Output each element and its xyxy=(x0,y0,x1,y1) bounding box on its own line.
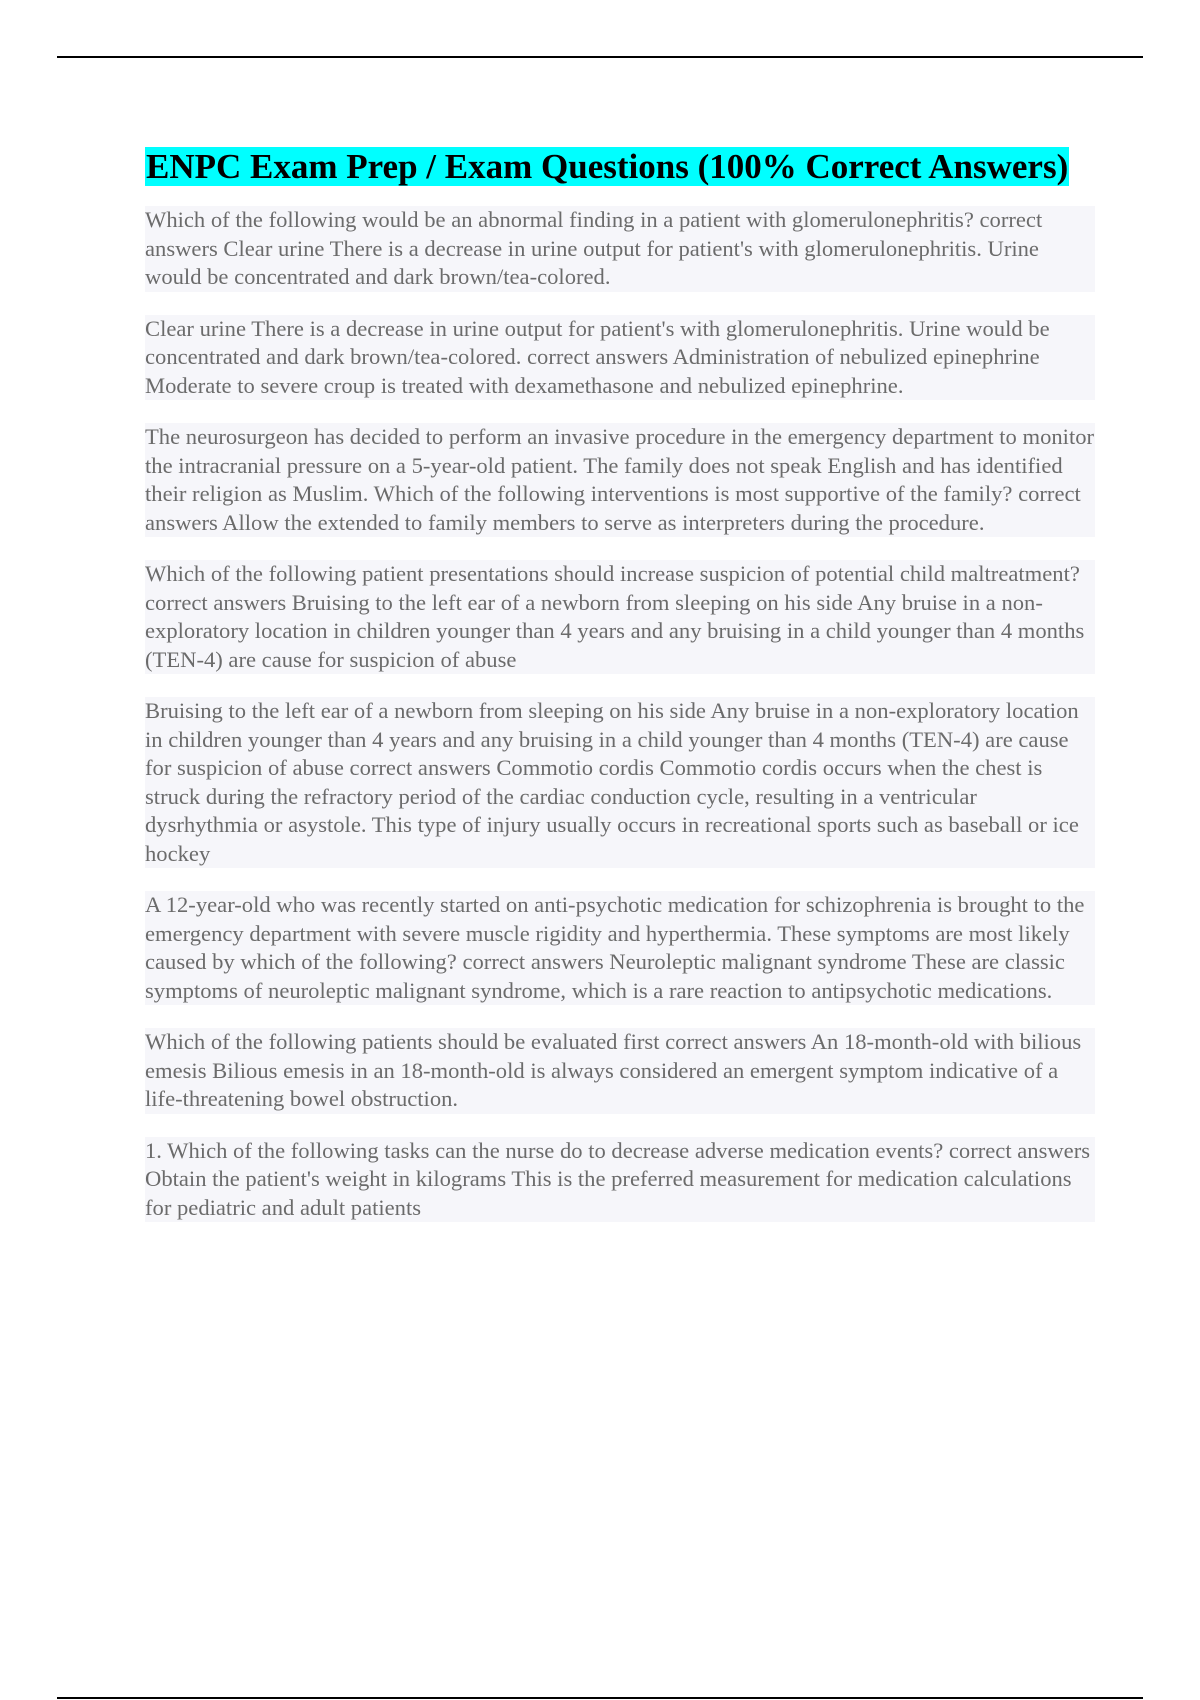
qa-paragraph-7: Which of the following patients should be evaluated first correct answers An 18-month-old with bilious emesis Bilious emesis in an 18-month-old is always considered an emergent symptom indicative of a life-threatening bowel obstruction. xyxy=(145,1028,1095,1114)
qa-paragraph-4: Which of the following patient presentations should increase suspicion of potential child maltreatment? correct answers Bruising to the left ear of a newborn from sleeping on his side Any bruise in a non-exploratory location in children younger than 4 years and any bruising in a child younger than 4 months (TEN-4) are cause for suspicion of abuse xyxy=(145,560,1095,674)
qa-paragraph-8: 1. Which of the following tasks can the nurse do to decrease adverse medication events? correct answers Obtain the patient's weight in kilograms This is the preferred measurement for medication calculations for pediatric and adult patients xyxy=(145,1137,1095,1223)
document-body xyxy=(145,145,1095,1245)
title-highlight: ENPC Exam Prep / Exam Questions (100% Correct Answers) xyxy=(146,147,1069,186)
footer-rule xyxy=(57,1697,1143,1699)
qa-paragraph-5: Bruising to the left ear of a newborn from sleeping on his side Any bruise in a non-exploratory location in children younger than 4 years and any bruising in a child younger than 4 months (TEN-4) are cause for suspicion of abuse correct answers Commotio cordis Commotio cordis occurs when the chest is struck during the refractory period of the cardiac conduction cycle, resulting in a ventricular dysrhythmia or asystole. This type of injury usually occurs in recreational sports such as baseball or ice hockey xyxy=(145,697,1095,868)
document-title xyxy=(145,145,1095,188)
qa-paragraph-1: Which of the following would be an abnormal finding in a patient with glomerulonephritis? correct answers Clear urine There is a decrease in urine output for patient's with glomerulonephritis. Urine would be concentrated and dark brown/tea-colored. xyxy=(145,206,1095,292)
qa-paragraph-3: The neurosurgeon has decided to perform an invasive procedure in the emergency department to monitor the intracranial pressure on a 5-year-old patient. The family does not speak English and has identified their religion as Muslim. Which of the following interventions is most supportive of the family? correct answers Allow the extended to family members to serve as interpreters during the procedure. xyxy=(145,423,1095,537)
qa-paragraph-6: A 12-year-old who was recently started on anti-psychotic medication for schizophrenia is brought to the emergency department with severe muscle rigidity and hyperthermia. These symptoms are most likely caused by which of the following? correct answers Neuroleptic malignant syndrome These are classic symptoms of neuroleptic malignant syndrome, which is a rare reaction to antipsychotic medications. xyxy=(145,891,1095,1005)
qa-paragraph-2: Clear urine There is a decrease in urine output for patient's with glomerulonephritis. Urine would be concentrated and dark brown/tea-colored. correct answers Administration of nebulized epinephrine Moderate to severe croup is treated with dexamethasone and nebulized epinephrine. xyxy=(145,315,1095,401)
header-rule xyxy=(57,56,1143,58)
